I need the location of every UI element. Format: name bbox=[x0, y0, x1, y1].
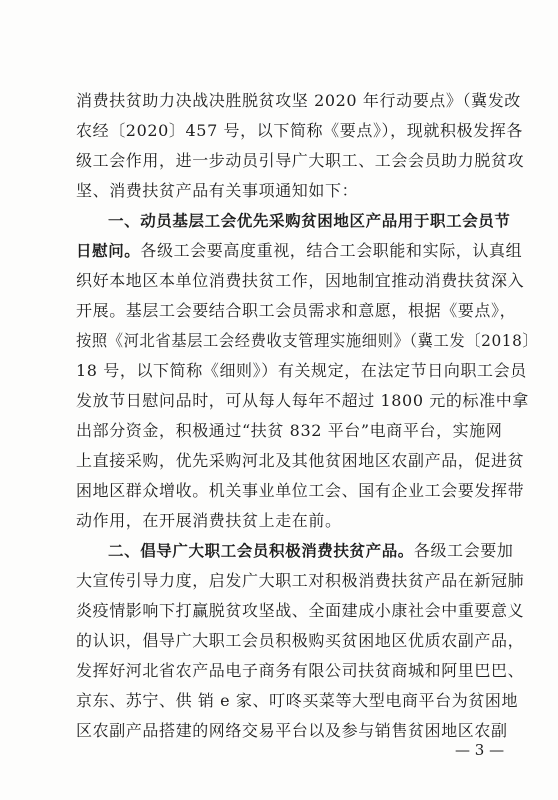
body-line bbox=[76, 420, 502, 442]
text-line: 开展。基层工会要结合职工会员需求和意愿，根据《要点》， bbox=[76, 301, 517, 320]
body-line bbox=[76, 390, 529, 412]
page-number: — 3 — bbox=[455, 741, 505, 759]
text-line: 出部分资金，积极通过“扶贫 832 平台”电商平台，实施网 bbox=[76, 421, 503, 440]
body-line bbox=[76, 240, 522, 262]
body-line bbox=[76, 120, 523, 142]
heading-text: 日慰问。 bbox=[76, 242, 141, 260]
body-line bbox=[76, 510, 342, 532]
text-line: 坚、消费扶贫产品有关事项通知如下： bbox=[76, 181, 359, 200]
text-line: 区农副产品搭建的网络交易平台以及参与销售贫困地区农副 bbox=[76, 721, 508, 740]
body-line bbox=[76, 570, 524, 592]
body-line bbox=[76, 450, 524, 472]
body-line bbox=[76, 630, 524, 652]
body-line bbox=[76, 330, 538, 352]
body-line bbox=[76, 150, 524, 172]
text-line: 发挥好河北省农产品电子商务有限公司扶贫商城和阿里巴巴、 bbox=[76, 661, 525, 680]
text-line: 级工会作用，进一步动员引导广大职工、工会会员助力脱贫攻 bbox=[76, 151, 525, 170]
text-line: 困地区群众增收。机关事业单位工会、国有企业工会要发挥带 bbox=[76, 481, 525, 500]
body-line bbox=[76, 300, 516, 322]
text-line: 各级工会要高度重视，结合工会职能和实际，认真组 bbox=[140, 241, 523, 260]
body-line bbox=[76, 270, 524, 292]
text-line: 的认识，倡导广大职工会员积极购买贫困地区优质农副产品， bbox=[76, 631, 525, 650]
text-line: 动作用，在开展消费扶贫上走在前。 bbox=[76, 511, 342, 530]
text-line: 18 号，以下简称《细则》）有关规定，在法定节日向职工会员 bbox=[76, 361, 527, 380]
text-line: 织好本地区本单位消费扶贫工作，因地制宜推动消费扶贫深入 bbox=[76, 271, 525, 290]
text-line: 农经〔2020〕457 号，以下简称《要点》），现就积极发挥各 bbox=[76, 121, 523, 140]
section-heading-1 bbox=[108, 210, 511, 232]
text-line: 上直接采购，优先采购河北及其他贫困地区农副产品，促进贫 bbox=[76, 451, 525, 470]
body-line bbox=[108, 540, 514, 562]
text-line: 发放节日慰问品时，可从每人每年不超过 1800 元的标准中拿 bbox=[76, 391, 529, 410]
body-line bbox=[76, 690, 518, 712]
text-line: 各级工会要加 bbox=[413, 541, 514, 560]
body-line bbox=[76, 480, 524, 502]
text-line: 大宣传引导力度，启发广大职工对积极消费扶贫产品在新冠肺 bbox=[76, 571, 525, 590]
body-line bbox=[76, 180, 358, 202]
text-line: 炎疫情影响下打赢脱贫攻坚战、全面建成小康社会中重要意义 bbox=[76, 601, 525, 620]
body-line bbox=[76, 360, 527, 382]
section-heading-2: 二、倡导广大职工会员积极消费扶贫产品。 bbox=[108, 542, 414, 560]
text-line: 消费扶贫助力决战决胜脱贫攻坚 2020 年行动要点》（冀发改 bbox=[76, 91, 521, 110]
body-line bbox=[76, 720, 508, 742]
text-line: 按照《河北省基层工会经费收支管理实施细则》（冀工发〔2018〕 bbox=[76, 331, 539, 350]
body-line bbox=[76, 90, 521, 112]
body-line bbox=[76, 600, 524, 622]
body-line bbox=[76, 660, 524, 682]
heading-text: 一、动员基层工会优先采购贫困地区产品用于职工会员节 bbox=[108, 212, 511, 230]
text-line: 京东、苏宁、供 销 e 家、叮咚买菜等大型电商平台为贫困地 bbox=[76, 691, 519, 710]
